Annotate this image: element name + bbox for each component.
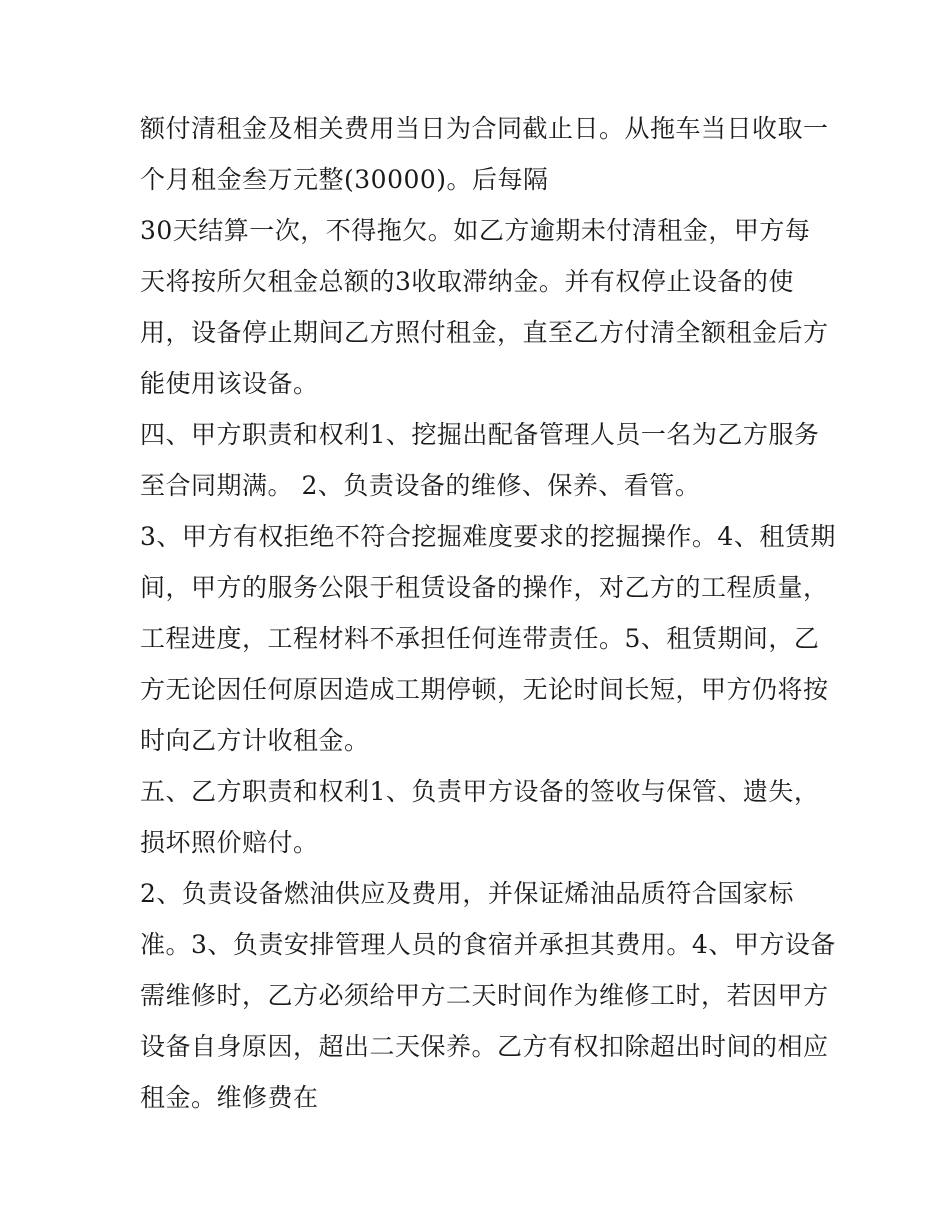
- text-line: 30天结算一次，不得拖欠。如乙方逾期未付清租金，甲方每: [140, 216, 811, 245]
- text-line: 四、甲方职责和权利1、挖掘出配备管理人员一名为乙方服务: [140, 420, 820, 449]
- text-line: 能使用该设备。: [140, 369, 319, 398]
- text-line: 需维修时，乙方必须给甲方二天时间作为维修工时，若因甲方: [140, 981, 829, 1010]
- text-line: 时向乙方计收租金。: [140, 726, 370, 755]
- text-line: 准。3、负责安排管理人员的食宿并承担其费用。4、甲方设备: [140, 930, 836, 959]
- text-line: 用，设备停止期间乙方照付租金，直至乙方付清全额租金后方: [140, 318, 829, 347]
- text-line: 个月租金叁万元整(30000)。后每隔: [140, 165, 549, 194]
- text-line: 五、乙方职责和权利1、负责甲方设备的签收与保管、遗失，: [140, 777, 820, 806]
- text-line: 间，甲方的服务公限于租赁设备的操作，对乙方的工程质量，: [140, 573, 829, 602]
- text-line: 设备自身原因，超出二天保养。乙方有权扣除超出时间的相应: [140, 1032, 829, 1061]
- text-line: 损坏照价赔付。: [140, 828, 319, 857]
- text-line: 至合同期满。 2、负责设备的维修、保养、看管。: [140, 471, 701, 500]
- contract-text: [140, 103, 836, 1123]
- text-line: 3、甲方有权拒绝不符合挖掘难度要求的挖掘操作。4、租赁期: [140, 522, 836, 551]
- text-line: 2、负责设备燃油供应及费用，并保证烯油品质符合国家标: [140, 879, 794, 908]
- text-line: 租金。维修费在: [140, 1083, 319, 1112]
- text-line: 方无论因任何原因造成工期停顿，无论时间长短，甲方仍将按: [140, 675, 829, 704]
- text-line: 工程进度，工程材料不承担任何连带责任。5、租赁期间，乙: [140, 624, 820, 653]
- text-line: 额付清租金及相关费用当日为合同截止日。从拖车当日收取一: [140, 114, 829, 143]
- text-line: 天将按所欠租金总额的3收取滞纳金。并有权停止设备的使: [140, 267, 794, 296]
